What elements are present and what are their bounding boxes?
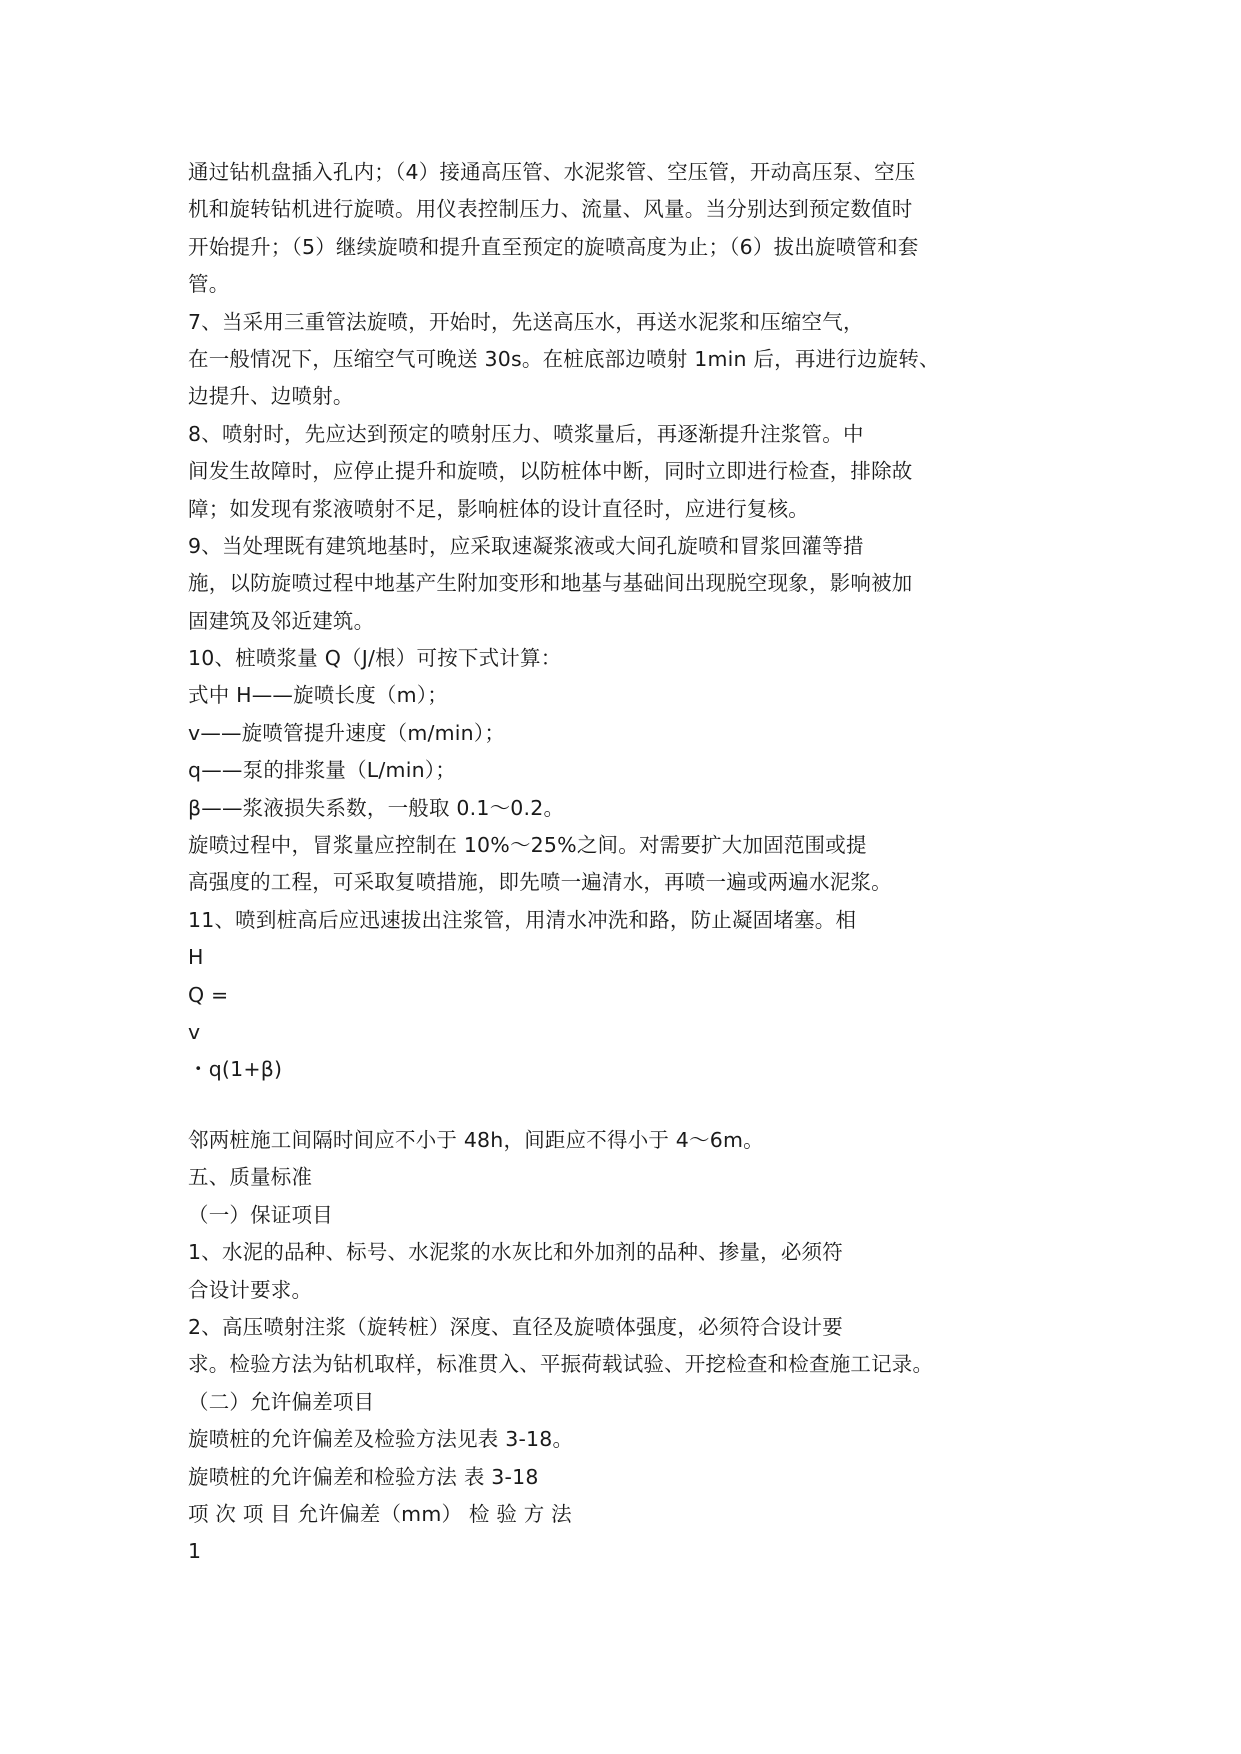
subsection-heading: （一）保证项目	[188, 1202, 333, 1227]
text-line: 障；如发现有浆液喷射不足，影响桩体的设计直径时，应进行复核。	[188, 496, 809, 521]
formula-line: H	[188, 945, 204, 970]
text-line: 7、当采用三重管法旋喷，开始时，先送高压水，再送水泥浆和压缩空气，	[188, 309, 864, 334]
text-line: 式中 H——旋喷长度（m）；	[188, 683, 448, 708]
text-line: 间发生故障时，应停止提升和旋喷，以防桩体中断，同时立即进行检查，排除故	[188, 459, 913, 484]
text-line: 求。检验方法为钻机取样，标准贯入、平振荷载试验、开挖检查和检查施工记录。	[188, 1352, 934, 1377]
text-line: 固建筑及邻近建筑。	[188, 608, 375, 633]
text-line: 旋喷过程中，冒浆量应控制在 10%～25%之间。对需要扩大加固范围或提	[188, 833, 867, 858]
text-line: β——浆液损失系数，一般取 0.1～0.2。	[188, 795, 565, 820]
text-line: q——泵的排浆量（L/min）；	[188, 758, 456, 783]
text-line: 9、当处理既有建筑地基时，应采取速凝浆液或大间孔旋喷和冒浆回灌等措	[188, 533, 864, 558]
text-block-upper	[188, 154, 1188, 1089]
formula-line: v	[188, 1019, 201, 1044]
table-caption: 旋喷桩的允许偏差和检验方法 表 3-18	[188, 1464, 539, 1489]
text-line: 2、高压喷射注浆（旋转桩）深度、直径及旋喷体强度，必须符合设计要	[188, 1314, 843, 1339]
subsection-heading: （二）允许偏差项目	[188, 1389, 375, 1414]
text-line: 10、桩喷浆量 Q（J/根）可按下式计算：	[188, 646, 562, 671]
text-line: 合设计要求。	[188, 1277, 313, 1302]
formula-line: Q =	[188, 982, 229, 1007]
text-line: 通过钻机盘插入孔内；（4）接通高压管、水泥浆管、空压管，开动高压泵、空压	[188, 160, 916, 184]
text-line: 机和旋转钻机进行旋喷。用仪表控制压力、流量、风量。当分别达到预定数值时	[188, 197, 913, 222]
section-heading: 五、质量标准	[188, 1165, 313, 1190]
formula-line: ・q(1+β)	[188, 1057, 283, 1082]
text-line: 开始提升；（5）继续旋喷和提升直至预定的旋喷高度为止；（6）拔出旋喷管和套	[188, 234, 919, 259]
text-line: 8、喷射时，先应达到预定的喷射压力、喷浆量后，再逐渐提升注浆管。中	[188, 421, 864, 446]
text-line: 1、水泥的品种、标号、水泥浆的水灰比和外加剂的品种、掺量，必须符	[188, 1240, 843, 1265]
text-line: 施，以防旋喷过程中地基产生附加变形和地基与基础间出现脱空现象，影响被加	[188, 571, 913, 596]
text-line: 边提升、边喷射。	[188, 384, 354, 409]
text-line: 旋喷桩的允许偏差及检验方法见表 3-18。	[188, 1427, 574, 1452]
table-header: 项 次 项 目 允许偏差（mm） 检 验 方 法	[188, 1501, 572, 1526]
text-line: 邻两桩施工间隔时间应不小于 48h，间距应不得小于 4～6m。	[188, 1128, 764, 1152]
text-block-lower	[188, 1122, 1188, 1571]
text-line: v——旋喷管提升速度（m/min）；	[188, 720, 506, 745]
table-row: 1	[188, 1539, 202, 1564]
text-line: 11、喷到桩高后应迅速拔出注浆管，用清水冲洗和路，防止凝固堵塞。相	[188, 907, 857, 932]
text-line: 管。	[188, 272, 230, 297]
text-line: 高强度的工程，可采取复喷措施，即先喷一遍清水，再喷一遍或两遍水泥浆。	[188, 870, 892, 895]
text-line: 在一般情况下，压缩空气可晚送 30s。在桩底部边喷射 1min 后，再进行边旋转、	[188, 346, 940, 371]
